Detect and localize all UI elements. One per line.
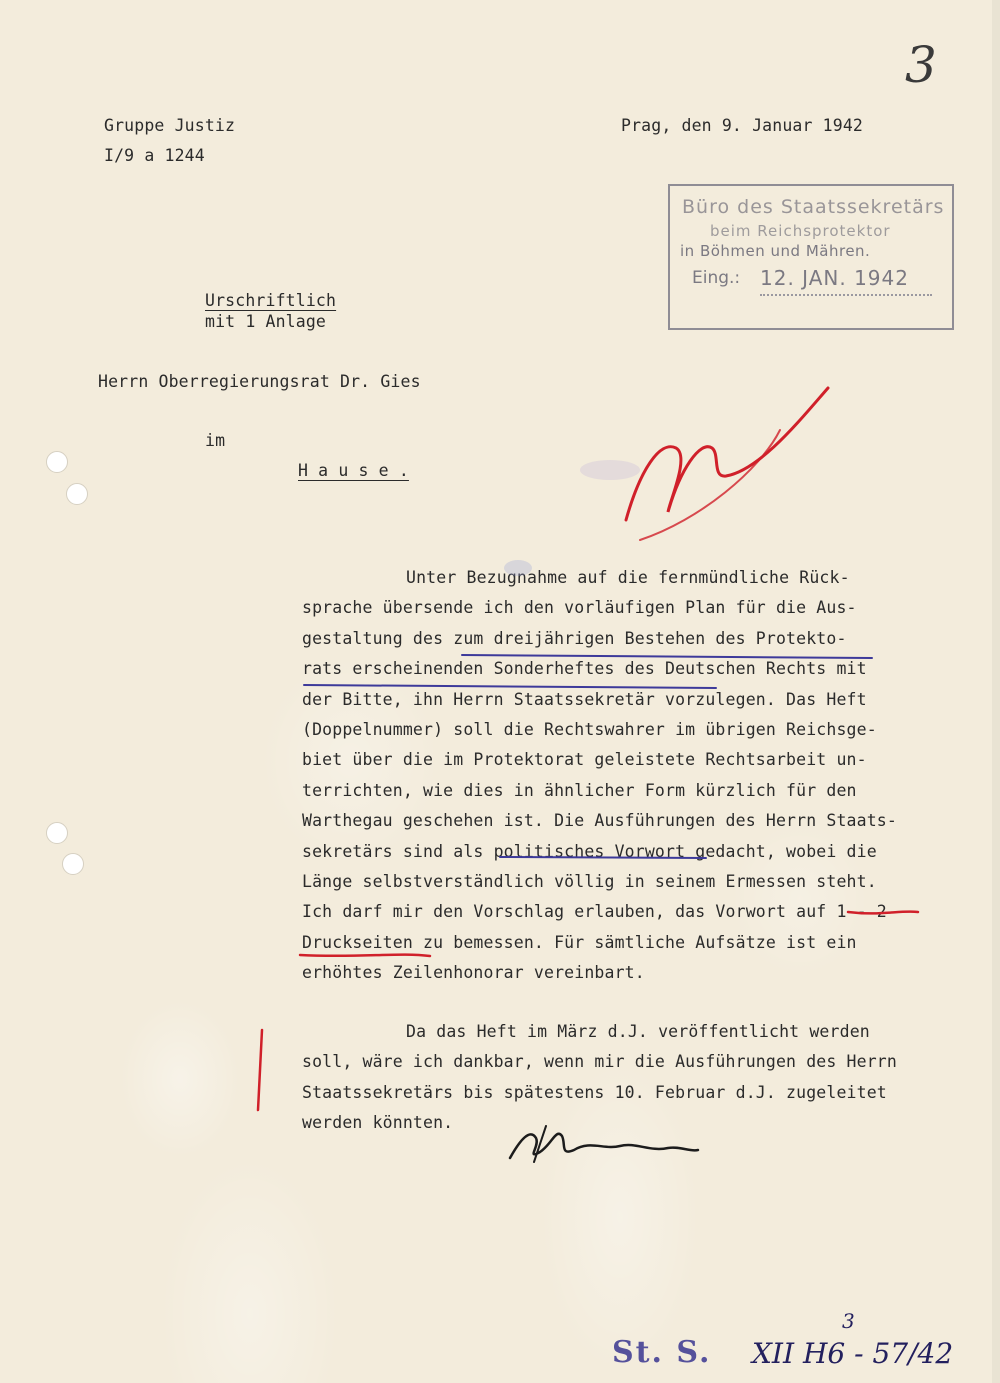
original-note: Urschriftlich bbox=[205, 291, 337, 310]
addressee-name: Herrn Oberregierungsrat Dr. Gies bbox=[98, 372, 421, 391]
body-line: werden könnten. bbox=[302, 1112, 454, 1132]
stamp-received-date: 12. JAN. 1942 bbox=[760, 266, 909, 290]
page-number: 3 bbox=[905, 36, 937, 94]
red-underline bbox=[848, 912, 918, 914]
body-line: erhöhtes Zeilenhonorar vereinbart. bbox=[302, 963, 645, 983]
body-line: Ich darf mir den Vorschlag erlauben, das Vorwort auf 1 - 2 bbox=[302, 902, 887, 922]
enclosure-note: mit 1 Anlage bbox=[205, 312, 327, 331]
body-line: Staatssekretärs bis spätestens 10. Februar d.J. zugeleitet bbox=[302, 1082, 887, 1102]
body-line: biet über die im Protektorat geleistete Rechtsarbeit un- bbox=[302, 750, 867, 770]
body-line: soll, wäre ich dankbar, wenn mir die Ausführungen des Herrn bbox=[302, 1052, 897, 1072]
body-line: (Doppelnummer) soll die Rechtswahrer im übrigen Reichsge- bbox=[302, 720, 877, 740]
blue-underline bbox=[304, 685, 716, 688]
file-reference-stamp: St. S. bbox=[612, 1335, 712, 1370]
file-reference-handwritten: XII H6 - 57/42 bbox=[752, 1337, 954, 1370]
body-line: terrichten, wie dies in ähnlicher Form kürzlich für den bbox=[302, 780, 857, 800]
body-line: gestaltung des zum dreijährigen Bestehen des Protekto- bbox=[302, 628, 847, 648]
body-line: der Bitte, ihn Herrn Staatssekretär vorzulegen. Das Heft bbox=[302, 689, 867, 709]
stamp-office-line-3: in Böhmen und Mähren. bbox=[680, 242, 871, 260]
body-line: Warthegau geschehen ist. Die Ausführungen des Herrn Staats- bbox=[302, 811, 897, 831]
addressee-in: im bbox=[205, 431, 226, 450]
faint-ink-smudge bbox=[580, 460, 640, 480]
red-underline bbox=[300, 955, 430, 956]
body-line: sekretärs sind als politisches Vorwort gedacht, wobei die bbox=[302, 841, 877, 861]
body-line: sprache übersende ich den vorläufigen Plan für die Aus- bbox=[302, 598, 857, 618]
red-initials-mark bbox=[626, 388, 828, 520]
file-reference-superscript: 3 bbox=[842, 1309, 855, 1333]
stamp-received-label: Eing.: bbox=[692, 268, 741, 288]
blue-underline bbox=[500, 857, 706, 858]
file-reference bbox=[612, 1309, 954, 1370]
addressee-house: H a u s e . bbox=[298, 461, 409, 480]
red-margin-mark bbox=[258, 1030, 262, 1110]
sender-file-number: I/9 a 1244 bbox=[104, 146, 205, 165]
signature bbox=[510, 1134, 698, 1158]
body-line: Da das Heft im März d.J. veröffentlicht werden bbox=[406, 1021, 870, 1041]
sender-department: Gruppe Justiz bbox=[104, 116, 236, 135]
place-and-date: Prag, den 9. Januar 1942 bbox=[621, 116, 864, 135]
stamp-office-line: Büro des Staatssekretärs bbox=[682, 196, 945, 218]
blue-underline bbox=[462, 655, 872, 658]
body-line: Druckseiten zu bemessen. Für sämtliche Aufsätze ist ein bbox=[302, 932, 857, 952]
body-line: Unter Bezugnahme auf die fernmündliche Rück- bbox=[406, 568, 850, 587]
body-line: Länge selbstverständlich völlig in seinem Ermessen steht. bbox=[302, 872, 877, 892]
faint-ink-smudge bbox=[504, 560, 532, 576]
body-line: rats erscheinenden Sonderheftes des Deutschen Rechts mit bbox=[302, 659, 867, 679]
stamp-office-line-2: beim Reichsprotektor bbox=[710, 222, 891, 240]
